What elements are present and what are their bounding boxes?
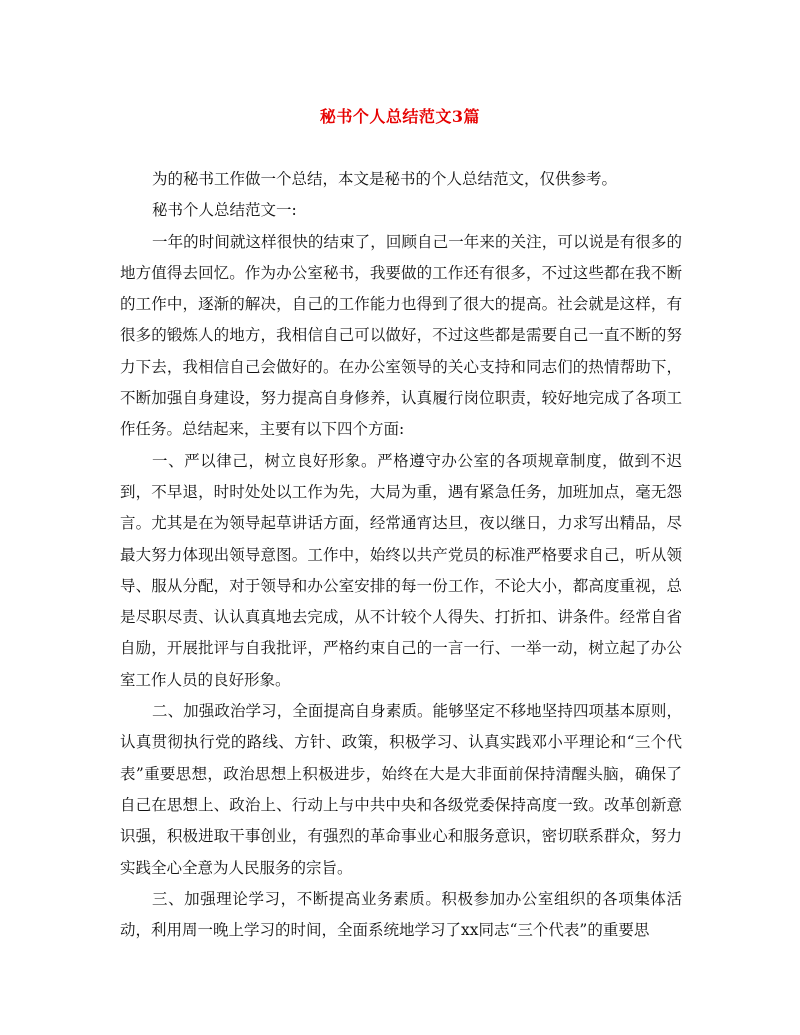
paragraph-point-one: 一、严以律己，树立良好形象。严格遵守办公室的各项规章制度，做到不迟到，不早退，时时处处以工作为先，大局为重，遇有紧急任务，加班加点，毫无怨言。尤其是在为领导起草讲话方面，经常通宵达旦，夜以继日，力求写出精品，尽最大努力体现出领导意图。工作中，始终以共产党员的标准严格要求自己，听从领导、服从分配，对于领导和办公室安排的每一份工作，不论大小，都高度重视，总是尽职尽责、认认真真地去完成，从不计较个人得失、打折扣、讲条件。经常自省自励，开展批评与自我批评，严格约束自己的一言一行、一举一动，树立起了办公室工作人员的良好形象。 xyxy=(120,451,682,689)
paragraph-point-three: 三、加强理论学习，不断提高业务素质。积极参加办公室组织的各项集体活动，利用周一晚上学习的时间，全面系统地学习了xx同志“三个代表”的重要思 xyxy=(120,889,682,940)
document-body xyxy=(120,164,682,946)
paragraph-intro: 为的秘书工作做一个总结，本文是秘书的个人总结范文，仅供参考。 xyxy=(152,170,618,188)
paragraph-section-heading: 秘书个人总结范文一: xyxy=(152,201,297,220)
document-title: 秘书个人总结范文3篇 xyxy=(319,107,481,126)
paragraph-point-two: 二、加强政治学习，全面提高自身素质。能够坚定不移地坚持四项基本原则，认真贯彻执行党的路线、方针、政策，积极学习、认真实践邓小平理论和“三个代表”重要思想，政治思想上积极进步，始终在大是大非面前保持清醒头脑，确保了自己在思想上、政治上、行动上与中共中央和各级党委保持高度一致。改革创新意识强，积极进取干事创业，有强烈的革命事业心和服务意识，密切联系群众，努力实践全心全意为人民服务的宗旨。 xyxy=(120,702,682,877)
paragraph-overview: 一年的时间就这样很快的结束了，回顾自己一年来的关注，可以说是有很多的地方值得去回忆。作为办公室秘书，我要做的工作还有很多，不过这些都在我不断的工作中，逐渐的解决，自己的工作能力也得到了很大的提高。社会就是这样，有很多的锻炼人的地方，我相信自己可以做好，不过这些都是需要自己一直不断的努力下去，我相信自己会做好的。在办公室领导的关心支持和同志们的热情帮助下，不断加强自身建设，努力提高自身修养，认真履行岗位职责，较好地完成了各项工作任务。总结起来，主要有以下四个方面: xyxy=(120,232,682,439)
